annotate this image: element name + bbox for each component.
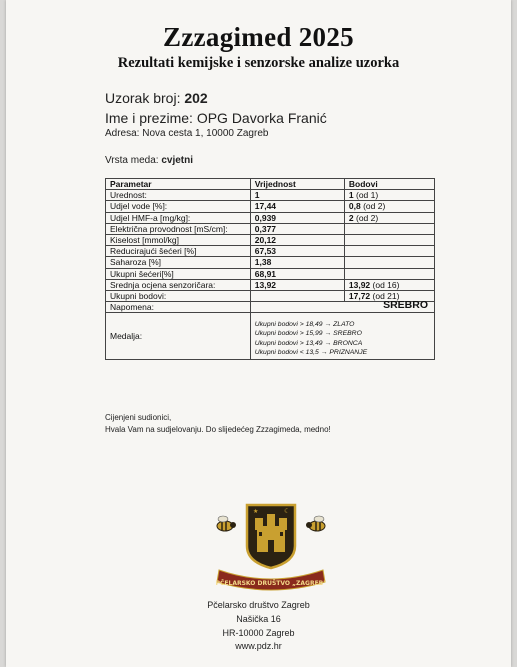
table-row [106,212,435,223]
medal-cell [250,299,434,360]
results-table [105,178,435,360]
medal-label: Medalja: [106,313,251,360]
points-cell: 17,72 (od 21) [344,290,434,301]
medal-rule: Ukupni bodovi < 13,5 → PRIZNANJE [254,348,368,356]
page-subtitle: Rezultati kemijske i senzorske analize uzorka [117,55,400,71]
parameter-cell: Reducirajući šećeri [%] [106,246,251,257]
points-cell [344,246,434,257]
footer-city: HR-10000 Zagreb [222,628,295,638]
medal-rule: Ukupni bodovi > 18,49 → ZLATO [254,321,355,329]
table-row [106,246,435,257]
points-cell: 2 (od 2) [344,212,434,223]
table-row [106,234,435,245]
footer-street: Našička 16 [236,614,281,624]
crest-text: PČELARSKO DRUŠTVO „ZAGREB" [215,580,327,587]
value-cell: 20,12 [250,234,344,245]
sample-name-label: Ime i prezime: [105,110,193,126]
value-cell: 1,38 [250,257,344,268]
parameter-cell: Napomena: [106,302,251,313]
table-row [106,268,435,279]
column-header-parameter: Parametar [106,179,251,190]
points-cell: 13,92 (od 16) [344,279,434,290]
beekeeping-society-crest-icon [211,500,331,595]
thanks-line: Hvala Vam na sudjelovanju. Do slijedećeg Zzzagimeda, medno! [105,425,331,434]
column-header-value: Vrijednost [250,179,344,190]
value-cell: 68,91 [250,268,344,279]
table-row [106,223,435,234]
bee-icon [306,516,325,531]
svg-text:★: ★ [253,508,259,515]
parameter-cell: Srednja ocjena senzoričara: [106,279,251,290]
value-cell: 17,44 [250,201,344,212]
sample-address-line [105,128,268,139]
honey-type-line [105,155,193,166]
value-cell: 67,53 [250,246,344,257]
parameter-cell: Urednost: [106,190,251,201]
greeting-line: Cijenjeni sudionici, [105,413,172,422]
parameter-cell: Ukupni bodovi: [106,290,251,301]
sample-address: Nova cesta 1, 10000 Zagreb [142,128,269,139]
honey-type: cvjetni [161,155,194,166]
points-cell: 1 (od 1) [344,190,434,201]
medal-row [106,313,435,360]
parameter-cell: Udjel HMF-a [mg/kg]: [106,212,251,223]
points-cell [344,234,434,245]
medal-rules [255,320,430,357]
sample-address-label: Adresa: [105,128,140,139]
medal-value: SREBRO [383,299,428,312]
value-cell: 0,377 [250,223,344,234]
value-cell: 1 [250,190,344,201]
value-cell: 13,92 [250,279,344,290]
honey-type-label: Vrsta meda: [105,155,159,166]
column-header-points: Bodovi [344,179,434,190]
value-cell: 0,939 [250,212,344,223]
footer-website: www.pdz.hr [235,641,282,651]
page-title: Zzzagimed 2025 [163,22,354,52]
parameter-cell: Saharoza [%] [106,257,251,268]
footer-organization: Pčelarsko društvo Zagreb [207,600,310,610]
parameter-cell: Udjel vode [%]: [106,201,251,212]
table-row [106,201,435,212]
points-cell [344,223,434,234]
parameter-cell: Kiselost [mmol/kg] [106,234,251,245]
table-row [106,190,435,201]
sample-name-line [105,110,327,126]
sample-number-label: Uzorak broj: [105,90,181,106]
sample-number-line [105,90,208,106]
table-row [106,279,435,290]
points-cell [344,257,434,268]
table-header-row [106,179,435,190]
sample-number: 202 [184,90,208,106]
value-cell [250,290,344,301]
medal-rule: Ukupni bodovi > 13,49 → BRONCA [254,339,363,347]
medal-rule: Ukupni bodovi > 15,99 → SREBRO [254,330,362,338]
document-page [6,0,511,667]
svg-text:☾: ☾ [284,507,291,515]
sample-name: OPG Davorka Franić [196,110,327,126]
points-cell: 0,8 (od 2) [344,201,434,212]
parameter-cell: Ukupni šećeri[%] [106,268,251,279]
points-cell [344,268,434,279]
table-row [106,257,435,268]
bee-icon [217,516,236,531]
parameter-cell: Električna provodnost [mS/cm]: [106,223,251,234]
